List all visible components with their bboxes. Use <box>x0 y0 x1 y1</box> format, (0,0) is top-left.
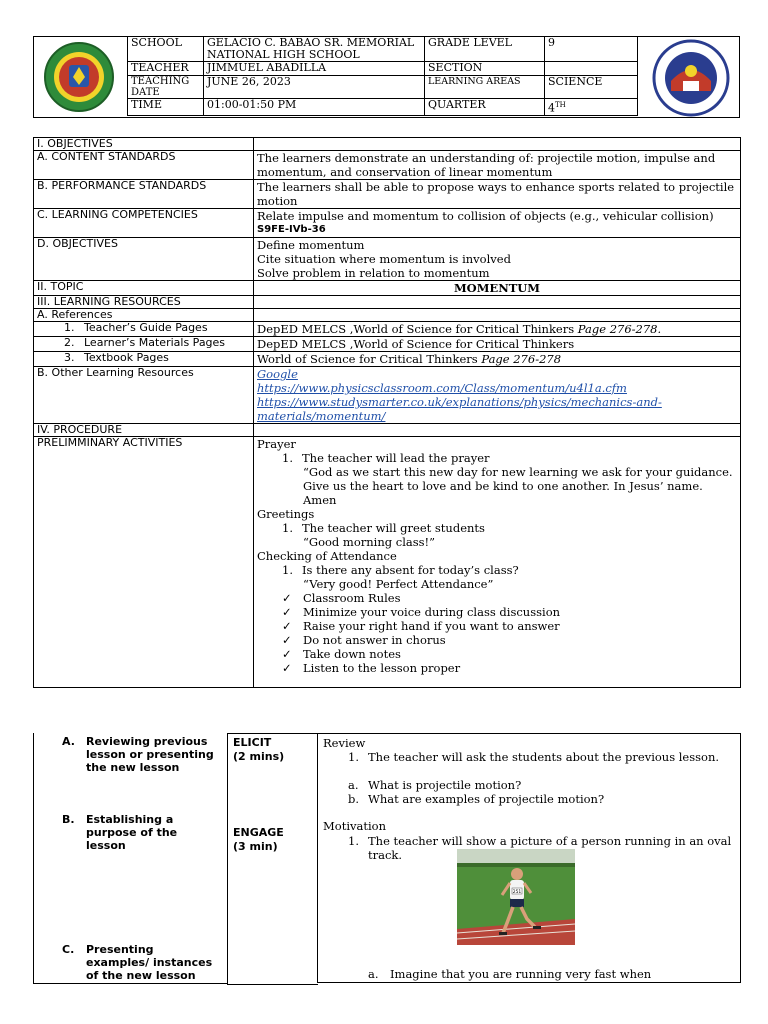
runner-photo <box>457 849 575 945</box>
content-standards-text: The learners demonstrate an understanding of: projectile motion, impulse and momentum, and conservation of linear momentum <box>254 151 741 180</box>
quarter-cell <box>545 99 638 116</box>
rule-item: Do not answer in chorus <box>303 633 446 647</box>
checkmark-icon: ✓ <box>282 619 292 633</box>
rule-item: Take down notes <box>303 647 401 661</box>
topic-label: II. TOPIC <box>34 281 254 296</box>
grade-value: 9 <box>545 37 638 62</box>
objectives-heading: I. OBJECTIVES <box>34 138 254 151</box>
teachers-guide-label: Teacher’s Guide Pages <box>84 321 208 334</box>
step-b-text: Establishing a purpose of the lesson <box>86 813 178 852</box>
link-google[interactable]: Google <box>257 367 298 381</box>
activities-column: Review 1. The teacher will ask the students about the previous lesson. a. What is projectile motion? b. What are examples of projectile motion? Motivation 1. The teacher will show a picture of a person running in an oval track. 251 a. Imagine that you are running very fast when <box>317 733 741 983</box>
objective-item: Define momentum <box>257 238 365 252</box>
lesson-plan-table <box>33 137 741 688</box>
learners-materials-label: Learner’s Materials Pages <box>84 336 226 349</box>
teacher-label: TEACHER <box>128 62 204 76</box>
competency-text: Relate impulse and momentum to collision of objects (e.g., vehicular collision) <box>257 209 714 223</box>
topic-value: MOMENTUM <box>254 281 741 296</box>
checkmark-icon: ✓ <box>282 605 292 619</box>
preliminary-activities-content: Prayer 1. The teacher will lead the prayer “God as we start this new day for new learning we ask for your guidance. Give us the heart to love and be kind to one another. In Jesus’ name. Amen Greetings 1. The teacher will greet students “Good morning class!” Checking of Attendance 1. Is there any absent for today’s class? “Very good! Perfect Attendance” ✓ Classroom Rules ✓ Minimize your voice during class discussion ✓ Raise your right hand if you want to answer ✓ Do not answer in chorus ✓ Take down notes ✓ Listen to the lesson proper <box>254 437 741 688</box>
areas-label: LEARNING AREAS <box>425 76 545 99</box>
attendance-title: Checking of Attendance <box>257 549 397 563</box>
content-standards-label: A. CONTENT STANDARDS <box>34 151 254 180</box>
learning-competencies-label: C. LEARNING COMPETENCIES <box>34 209 254 238</box>
review-question-a: What is projectile motion? <box>368 778 522 792</box>
attendance-quote: “Very good! Perfect Attendance” <box>303 577 494 591</box>
rule-item: Classroom Rules <box>303 591 401 605</box>
review-item: The teacher will ask the students about the previous lesson. <box>368 750 720 764</box>
other-resources-label: B. Other Learning Resources <box>34 367 254 424</box>
learners-materials-label-cell: 2. Learner’s Materials Pages <box>34 337 254 352</box>
checkmark-icon: ✓ <box>282 647 292 661</box>
step-a-text: Reviewing previous lesson or presenting the new lesson <box>86 735 214 774</box>
objective-item: Cite situation where momentum is involved <box>257 252 511 266</box>
quarter-label: QUARTER <box>425 99 545 116</box>
date-value: JUNE 26, 2023 <box>204 76 425 99</box>
references-label: A. References <box>34 309 254 322</box>
review-title: Review <box>323 736 366 750</box>
engage-label: ENGAGE <box>233 826 284 839</box>
review-question-b: What are examples of projectile motion? <box>368 792 605 806</box>
step-c-text: Presenting examples/ instances of the new lesson <box>86 943 213 982</box>
checkmark-icon: ✓ <box>282 591 292 605</box>
teachers-guide-value: DepED MELCS ,World of Science for Critical Thinkers Page 276-278. <box>254 322 741 337</box>
objectives-list <box>254 238 741 281</box>
rule-item: Raise your right hand if you want to answer <box>303 619 560 633</box>
engage-time: (3 min) <box>233 840 278 853</box>
phase-column <box>227 733 318 985</box>
steps-column <box>33 733 228 984</box>
other-resources-links <box>254 367 741 424</box>
motivation-item: The teacher will show a picture of a person running in an oval track. <box>368 834 732 862</box>
elicit-time: (2 mins) <box>233 750 285 763</box>
link-physicsclassroom[interactable]: https://www.physicsclassroom.com/Class/momentum/u4l1a.cfm <box>257 381 627 395</box>
time-value: 01:00-01:50 PM <box>204 99 425 116</box>
school-value: GELACIO C. BABAO SR. MEMORIAL NATIONAL HIGH SCHOOL <box>204 37 425 62</box>
performance-standards-text: The learners shall be able to propose ways to enhance sports related to projectile motion <box>254 180 741 209</box>
performance-standards-label: B. PERFORMANCE STANDARDS <box>34 180 254 209</box>
step-c-letter: C. <box>62 943 75 956</box>
time-label: TIME <box>128 99 204 116</box>
preliminary-activities-label: PRELIMMINARY ACTIVITIES <box>34 437 254 688</box>
imagine-text: Imagine that you are running very fast when <box>390 967 652 981</box>
motivation-title: Motivation <box>323 819 386 833</box>
learners-materials-value: DepED MELCS ,World of Science for Critical Thinkers <box>254 337 741 352</box>
teacher-value: JIMMUEL ABADILLA <box>204 62 425 76</box>
school-logo-icon <box>38 41 120 113</box>
procedure-heading: IV. PROCEDURE <box>34 424 254 437</box>
section-value <box>545 62 638 76</box>
objective-item: Solve problem in relation to momentum <box>257 266 490 280</box>
date-label: TEACHING DATE <box>128 76 204 99</box>
learning-competencies-cell <box>254 209 741 238</box>
teachers-guide-label-cell: 1. Teacher’s Guide Pages <box>34 322 254 337</box>
objectives-label: D. OBJECTIVES <box>34 238 254 281</box>
resources-heading: III. LEARNING RESOURCES <box>34 296 254 309</box>
checkmark-icon: ✓ <box>282 661 292 675</box>
prayer-quote: “God as we start this new day for new learning we ask for your guidance. Give us the heart to love and be kind to one another. In Jesus’ name. Amen <box>303 465 733 507</box>
elicit-label: ELICIT <box>233 736 272 749</box>
section-label: SECTION <box>425 62 545 76</box>
school-label: SCHOOL <box>128 37 204 62</box>
rule-item: Minimize your voice during class discussion <box>303 605 561 619</box>
step-b-letter: B. <box>62 813 75 826</box>
areas-value: SCIENCE <box>545 76 638 99</box>
step-a-letter: A. <box>62 735 75 748</box>
quarter-value: 4 <box>548 101 555 115</box>
greetings-item: The teacher will greet students <box>302 521 485 535</box>
runner-bib-number: 251 <box>512 890 522 895</box>
greetings-quote: “Good morning class!” <box>303 535 436 549</box>
competency-code: S9FE-IVb-36 <box>257 224 326 235</box>
grade-label: GRADE LEVEL <box>425 37 545 62</box>
prayer-item: The teacher will lead the prayer <box>302 451 490 465</box>
textbook-value: World of Science for Critical Thinkers Page 276-278 <box>254 352 741 367</box>
quarter-sup: TH <box>555 101 566 109</box>
prayer-title: Prayer <box>257 437 296 451</box>
header-info-table <box>127 36 638 116</box>
attendance-item: Is there any absent for today’s class? <box>302 563 519 577</box>
greetings-title: Greetings <box>257 507 315 521</box>
rule-item: Listen to the lesson proper <box>303 661 461 675</box>
textbook-label-cell: 3. Textbook Pages <box>34 352 254 367</box>
deped-seal-icon <box>645 39 737 117</box>
link-studysmarter[interactable]: https://www.studysmarter.co.uk/explanations/physics/mechanics-and-materials/momentum/ <box>257 395 662 423</box>
checkmark-icon: ✓ <box>282 633 292 647</box>
textbook-label: Textbook Pages <box>84 351 169 364</box>
